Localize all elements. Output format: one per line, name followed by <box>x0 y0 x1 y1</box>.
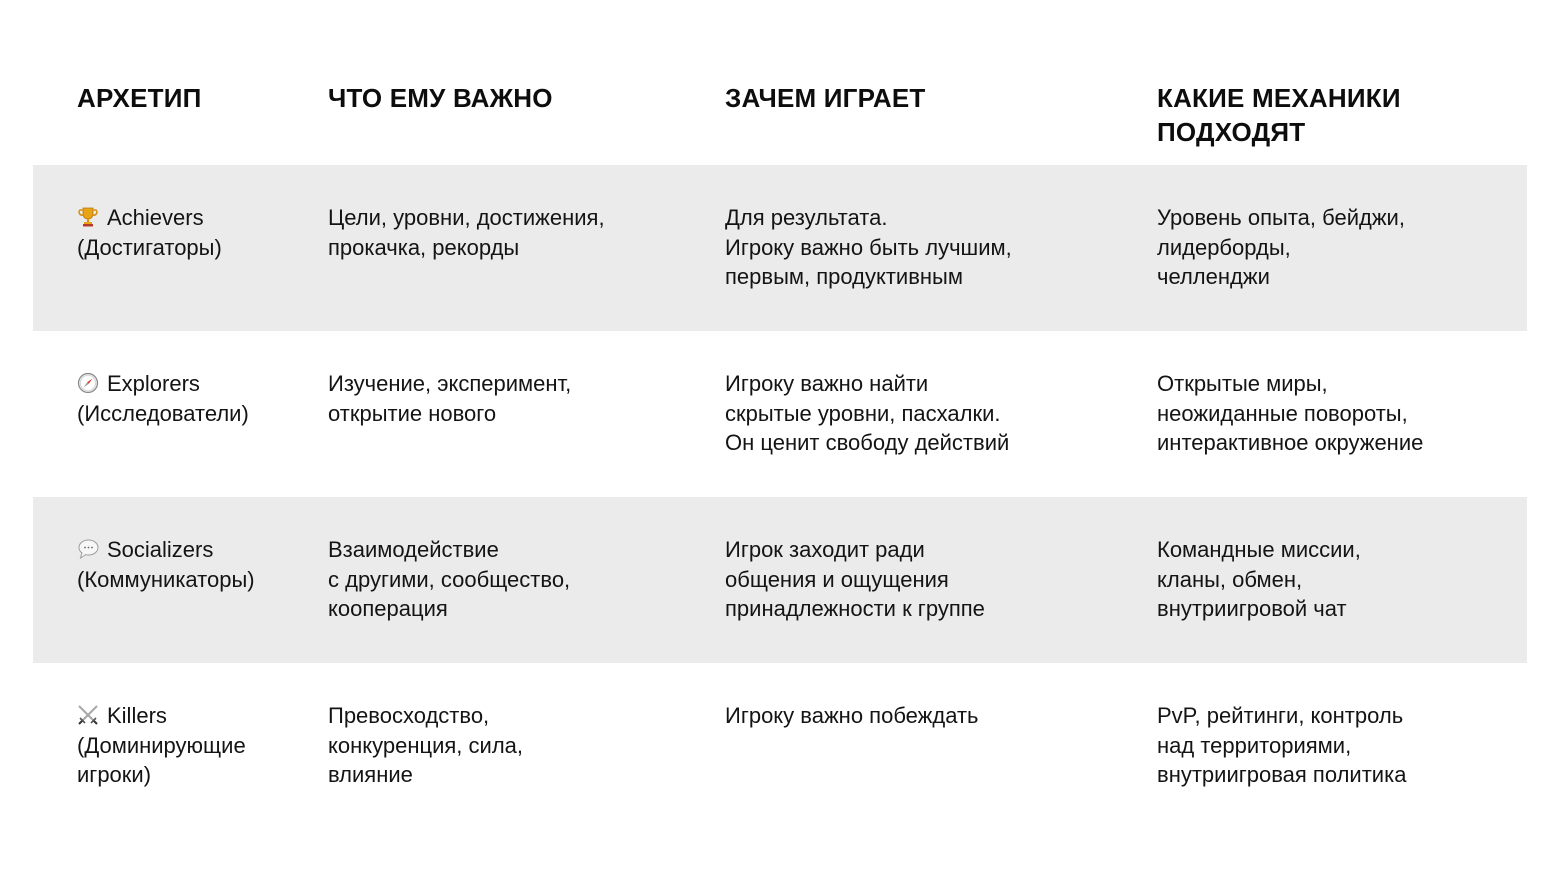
mechanics-cell: Открытые миры, неожиданные повороты, интерактивное окружение <box>1157 371 1424 455</box>
table-row-socializers <box>33 497 1527 663</box>
archetype-cell: Achievers (Достигаторы) <box>77 205 222 260</box>
table-row-achievers <box>33 165 1527 331</box>
trophy-icon <box>77 206 99 228</box>
compass-icon <box>77 372 99 394</box>
table-header <box>33 0 1527 165</box>
header-mechanics: КАКИЕ МЕХАНИКИ ПОДХОДЯТ <box>1157 83 1401 147</box>
mechanics-cell: Командные миссии, кланы, обмен, внутриигровой чат <box>1157 537 1361 621</box>
header-what-matters: ЧТО ЕМУ ВАЖНО <box>328 83 553 113</box>
why-cell: Игроку важно найти скрытые уровни, пасхалки. Он ценит свободу действий <box>725 371 1010 455</box>
archetypes-table <box>33 0 1527 829</box>
crossed-swords-icon <box>77 704 99 726</box>
table-row-explorers <box>33 331 1527 497</box>
mechanics-cell: Уровень опыта, бейджи, лидерборды, челленджи <box>1157 205 1405 289</box>
table-row-killers <box>33 663 1527 829</box>
archetype-cell: Killers (Доминирующие игроки) <box>77 703 246 787</box>
why-cell: Для результата. Игроку важно быть лучшим, первым, продуктивным <box>725 205 1012 289</box>
archetype-cell: Socializers (Коммуникаторы) <box>77 537 255 592</box>
values-cell: Взаимодействие с другими, сообщество, кооперация <box>328 537 571 621</box>
values-cell: Превосходство, конкуренция, сила, влияние <box>328 703 524 787</box>
mechanics-cell: PvP, рейтинги, контроль над территориями, внутриигровая политика <box>1157 703 1407 787</box>
values-cell: Изучение, эксперимент, открытие нового <box>328 371 572 426</box>
values-cell: Цели, уровни, достижения, прокачка, рекорды <box>328 205 605 260</box>
archetype-cell: Explorers (Исследователи) <box>77 371 249 426</box>
why-cell: Игроку важно побеждать <box>725 703 979 728</box>
header-why-plays: ЗАЧЕМ ИГРАЕТ <box>725 83 926 113</box>
why-cell: Игрок заходит ради общения и ощущения принадлежности к группе <box>725 537 985 621</box>
speech-bubble-icon <box>77 538 99 560</box>
header-archetype: АРХЕТИП <box>77 83 202 113</box>
